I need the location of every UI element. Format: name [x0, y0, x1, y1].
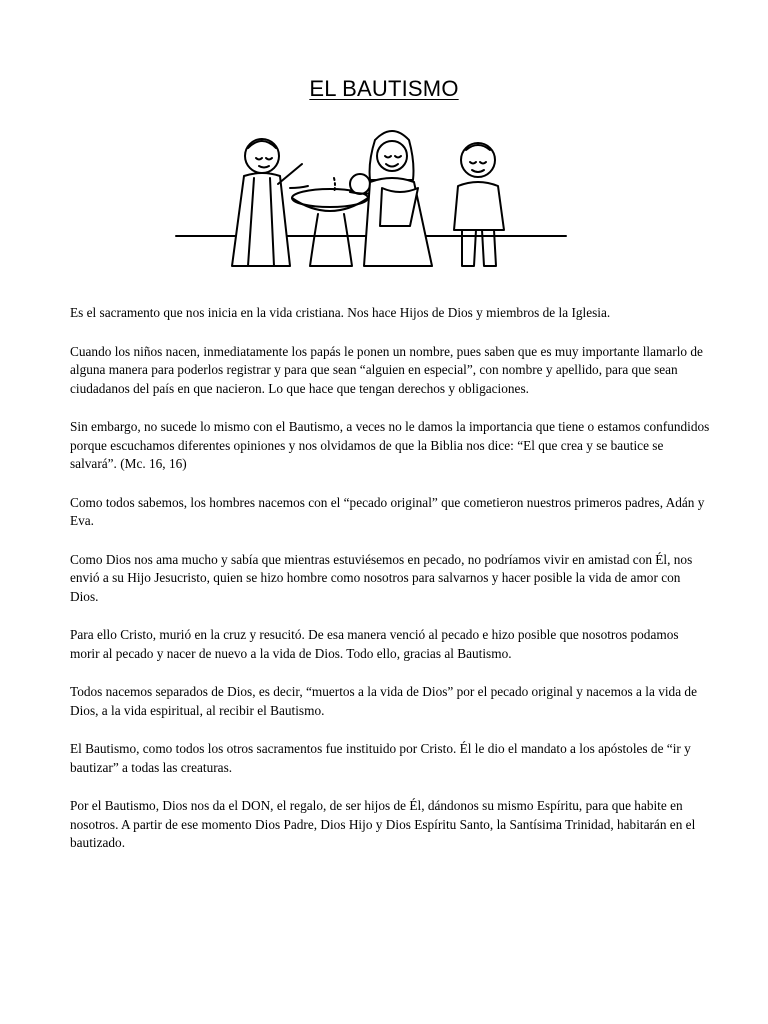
paragraph: Todos nacemos separados de Dios, es decir, “muertos a la vida de Dios” por el pecado original y nacemos a la vida de Dios, a la vida espiritual, al recibir el Bautismo. — [70, 684, 697, 718]
paragraph: Es el sacramento que nos inicia en la vida cristiana. Nos hace Hijos de Dios y miembros de la Iglesia. — [70, 305, 611, 320]
father-figure — [454, 143, 504, 266]
baptism-illustration — [170, 126, 570, 276]
paragraph: Como Dios nos ama mucho y sabía que mientras estuviésemos en pecado, no podríamos vivir en amistad con Él, nos envió a su Hijo Jesucristo, quien se hizo hombre como nosotros para salvarnos y hacer posible la vida de amor con Dios. — [70, 551, 693, 604]
mother-figure — [364, 131, 432, 266]
paragraph: Sin embargo, no sucede lo mismo con el Bautismo, a veces no le damos la importancia que tiene o estamos confundidos porque escuchamos diferentes opiniones y nos olvidamos de que la Biblia nos dice: “El que crea y se bautice se salvará”. (Mc. 16, 16) — [70, 419, 710, 471]
paragraph: El Bautismo, como todos los otros sacramentos fue instituido por Cristo. Él le dio el mandato a los apóstoles de “ir y bautizar” a todas las creaturas. — [70, 741, 691, 775]
paragraph: Cuando los niños nacen, inmediatamente los papás le ponen un nombre, pues saben que es muy importante llamarlo de alguna manera para poderlos registrar y para que sean “alguien en especial”, con nombre y apellido, para que sean ciudadanos del país en que nacieron. Lo que hace que tengan derechos y obligaciones. — [70, 343, 703, 396]
paragraph: Para ello Cristo, murió en la cruz y resucitó. De esa manera venció al pecado e hizo posible que nosotros podamos morir al pecado y nacer de nuevo a la vida de Dios. Todo ello, gracias al Bautismo. — [70, 627, 679, 661]
page-title: EL BAUTISMO — [309, 76, 459, 101]
paragraph: Por el Bautismo, Dios nos da el DON, el regalo, de ser hijos de Él, dándonos su mismo Espíritu, para que habite en nosotros. A partir de ese momento Dios Padre, Dios Hijo y Dios Espíritu Santo, la Santísima Trinidad, habitarán en el bautizado. — [70, 798, 696, 850]
paragraph: Como todos sabemos, los hombres nacemos con el “pecado original” que cometieron nuestros primeros padres, Adán y Eva. — [70, 494, 705, 528]
document-body — [70, 304, 710, 873]
